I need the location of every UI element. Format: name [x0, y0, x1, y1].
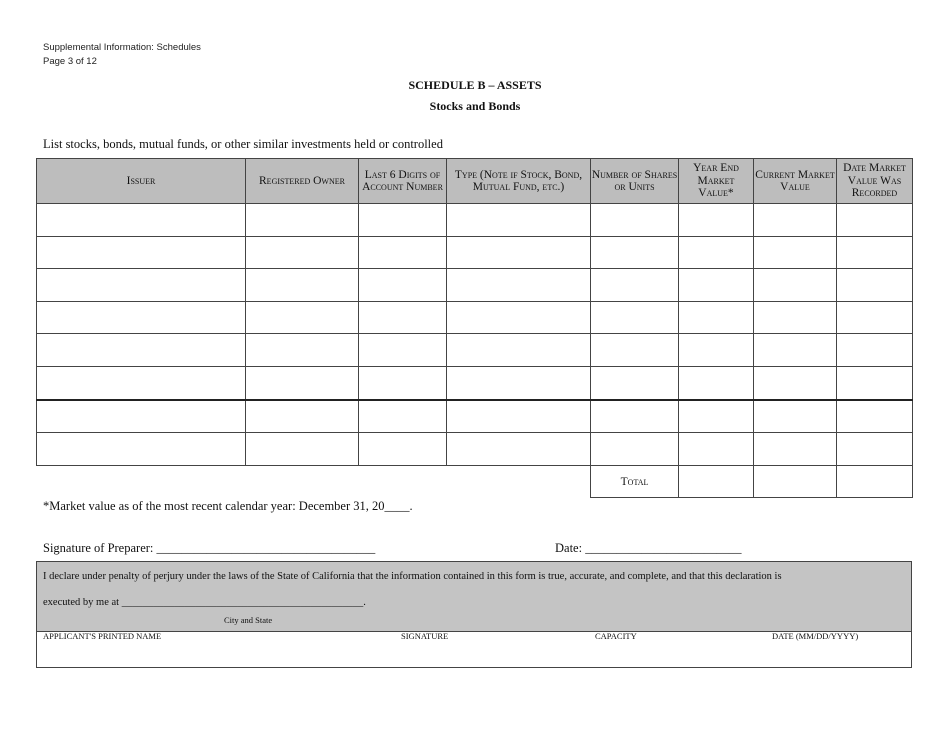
table-cell[interactable]	[679, 433, 754, 466]
executed-at-line[interactable]: executed by me at ______________________________________________.	[43, 597, 366, 608]
table-row	[37, 366, 913, 399]
table-cell[interactable]	[679, 204, 754, 237]
table-row	[37, 433, 913, 466]
assets-table	[36, 158, 913, 498]
table-cell[interactable]	[837, 204, 913, 237]
total-row-spacer	[37, 465, 591, 498]
table-cell[interactable]	[246, 301, 359, 334]
col-header-type: Type (Note if Stock, Bond, Mutual Fund, etc.)	[447, 159, 591, 204]
applicant-fields-row	[36, 631, 912, 668]
table-cell[interactable]	[359, 236, 447, 269]
table-cell[interactable]	[37, 204, 246, 237]
table-cell[interactable]	[837, 400, 913, 433]
table-cell[interactable]	[359, 334, 447, 367]
table-cell[interactable]	[447, 400, 591, 433]
header-page-number: Page 3 of 12	[43, 56, 97, 67]
table-cell[interactable]	[246, 366, 359, 399]
table-cell[interactable]	[754, 301, 837, 334]
table-cell[interactable]	[837, 301, 913, 334]
declaration-box	[36, 561, 912, 632]
total-label: Total	[591, 465, 679, 498]
table-cell[interactable]	[37, 433, 246, 466]
table-cell[interactable]	[679, 400, 754, 433]
city-state-label: City and State	[224, 615, 273, 625]
applicant-name-label: APPLICANT'S PRINTED NAME	[43, 631, 162, 641]
declaration-text: I declare under penalty of perjury under the laws of the State of California that the information contained in this form is true, accurate, and complete, and that this declaration is	[43, 571, 782, 582]
table-cell[interactable]	[447, 269, 591, 302]
table-cell[interactable]	[591, 301, 679, 334]
table-cell[interactable]	[837, 433, 913, 466]
col-header-current-value: Current Market Value	[754, 159, 837, 204]
capacity-label: CAPACITY	[595, 631, 637, 641]
header-form-name: Supplemental Information: Schedules	[43, 42, 201, 53]
table-cell[interactable]	[359, 301, 447, 334]
table-cell[interactable]	[37, 400, 246, 433]
table-cell[interactable]	[754, 366, 837, 399]
table-cell[interactable]	[359, 204, 447, 237]
table-cell[interactable]	[37, 236, 246, 269]
table-cell[interactable]	[591, 400, 679, 433]
table-row	[37, 400, 913, 433]
table-cell[interactable]	[246, 400, 359, 433]
table-cell[interactable]	[591, 334, 679, 367]
table-row	[37, 204, 913, 237]
intro-text: List stocks, bonds, mutual funds, or other similar investments held or controlled	[43, 137, 443, 151]
table-cell[interactable]	[359, 366, 447, 399]
total-current-value[interactable]	[754, 465, 837, 498]
table-cell[interactable]	[837, 236, 913, 269]
table-cell[interactable]	[679, 334, 754, 367]
table-cell[interactable]	[359, 433, 447, 466]
table-cell[interactable]	[591, 366, 679, 399]
total-row	[37, 465, 913, 498]
table-cell[interactable]	[447, 236, 591, 269]
signature-label: SIGNATURE	[401, 631, 449, 641]
table-cell[interactable]	[837, 334, 913, 367]
table-row	[37, 236, 913, 269]
table-cell[interactable]	[246, 236, 359, 269]
table-cell[interactable]	[447, 433, 591, 466]
table-cell[interactable]	[246, 433, 359, 466]
table-cell[interactable]	[679, 269, 754, 302]
table-row	[37, 301, 913, 334]
table-row	[37, 269, 913, 302]
table-header-row	[37, 159, 913, 204]
table-cell[interactable]	[447, 301, 591, 334]
col-header-account-digits: Last 6 Digits of Account Number	[359, 159, 447, 204]
table-cell[interactable]	[447, 204, 591, 237]
total-date-recorded[interactable]	[837, 465, 913, 498]
market-value-footnote: *Market value as of the most recent calendar year: December 31, 20____.	[43, 499, 413, 513]
table-cell[interactable]	[246, 204, 359, 237]
table-cell[interactable]	[447, 366, 591, 399]
table-cell[interactable]	[591, 204, 679, 237]
schedule-title: SCHEDULE B – ASSETS	[408, 78, 542, 92]
table-cell[interactable]	[246, 269, 359, 302]
table-cell[interactable]	[37, 301, 246, 334]
preparer-signature-line[interactable]: Signature of Preparer: ___________________________________	[43, 541, 376, 555]
date-label: DATE (MM/DD/YYYY)	[772, 631, 859, 641]
table-cell[interactable]	[246, 334, 359, 367]
table-cell[interactable]	[754, 433, 837, 466]
table-cell[interactable]	[591, 236, 679, 269]
col-header-issuer: Issuer	[37, 159, 246, 204]
table-cell[interactable]	[591, 433, 679, 466]
table-cell[interactable]	[447, 334, 591, 367]
preparer-date-line[interactable]: Date: _________________________	[555, 541, 742, 555]
table-cell[interactable]	[359, 269, 447, 302]
table-cell[interactable]	[837, 269, 913, 302]
table-cell[interactable]	[754, 400, 837, 433]
col-header-year-end-value: Year End Market Value*	[679, 159, 754, 204]
table-cell[interactable]	[754, 334, 837, 367]
table-cell[interactable]	[37, 366, 246, 399]
total-year-end-value[interactable]	[679, 465, 754, 498]
table-cell[interactable]	[37, 334, 246, 367]
table-cell[interactable]	[754, 236, 837, 269]
table-cell[interactable]	[679, 366, 754, 399]
table-cell[interactable]	[754, 204, 837, 237]
table-cell[interactable]	[679, 236, 754, 269]
table-cell[interactable]	[359, 400, 447, 433]
table-cell[interactable]	[679, 301, 754, 334]
table-cell[interactable]	[37, 269, 246, 302]
table-cell[interactable]	[754, 269, 837, 302]
table-row	[37, 334, 913, 367]
col-header-registered-owner: Registered Owner	[246, 159, 359, 204]
col-header-date-recorded: Date Market Value Was Recorded	[837, 159, 913, 204]
col-header-shares: Number of Shares or Units	[591, 159, 679, 204]
schedule-subtitle: Stocks and Bonds	[429, 99, 521, 113]
table-cell[interactable]	[837, 366, 913, 399]
table-cell[interactable]	[591, 269, 679, 302]
